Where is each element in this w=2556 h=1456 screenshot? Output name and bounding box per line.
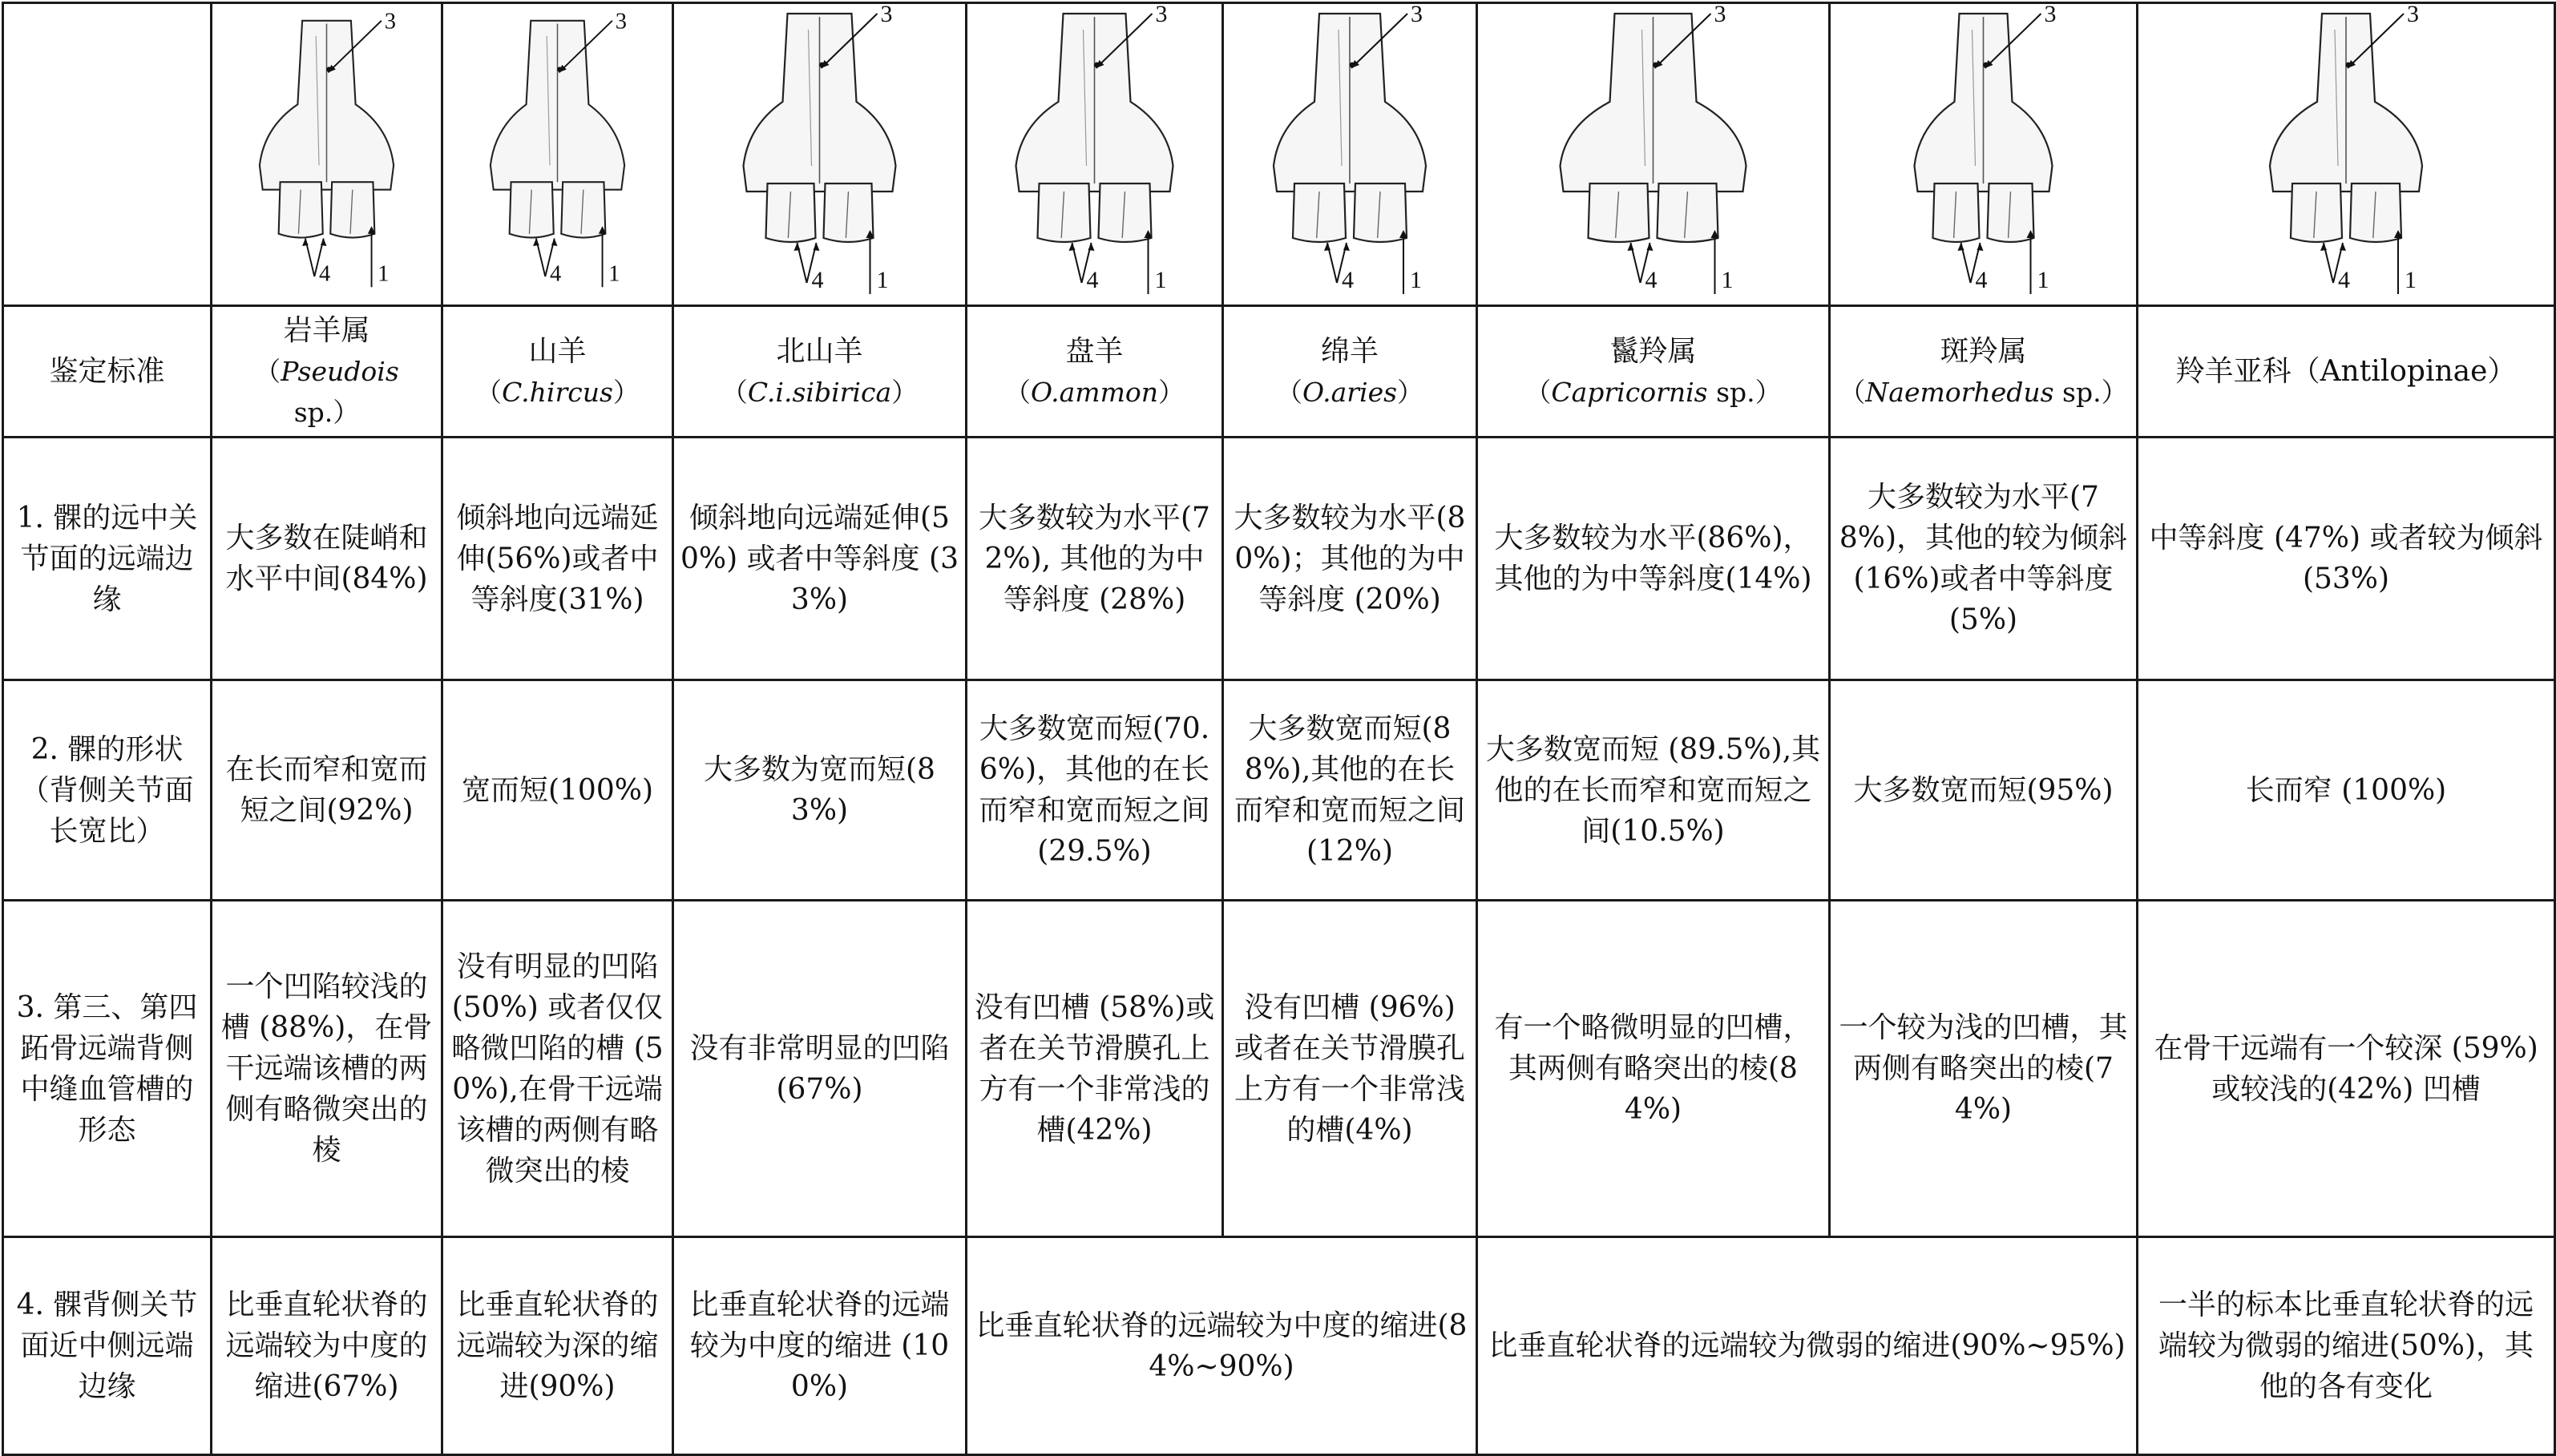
table-cell: 宽而短(100%) [442,680,673,901]
table-cell: 没有凹槽 (96%)或者在关节滑膜孔上方有一个非常浅的槽(4%) [1223,901,1477,1237]
arrowhead [1958,243,1964,251]
callout-label-1: 1 [2037,266,2049,293]
table-cell: 一半的标本比垂直轮状脊的远端较为微弱的缩进(50%)，其他的各有变化 [2138,1237,2555,1455]
callout-label-1: 1 [1721,266,1734,293]
arrowhead [814,243,820,251]
callout-label-4: 4 [811,266,824,293]
callout-label-3: 3 [1155,5,1168,27]
table-cell: 大多数较为水平(80%)；其他的为中等斜度 (20%) [1223,438,1477,680]
bone-figure-cell [2138,3,2555,306]
table-cell: 大多数较为水平(86%)，其他的为中等斜度(14%) [1477,438,1830,680]
criterion-row-3 [3,901,2555,1237]
table-cell-merged: 比垂直轮状脊的远端较为中度的缩进(84%~90%) [967,1237,1477,1455]
callout-label-1: 1 [2405,266,2417,293]
callout-label-4: 4 [1086,266,1099,293]
metapodial-illustration [2138,6,2554,304]
bone-figure-cell [1223,3,1477,306]
arrowhead [533,238,539,246]
species-header: 北山羊 （C.i.sibirica） [673,306,967,438]
table-cell: 没有明显的凹陷 (50%) 或者仅仅略微凹陷的槽 (50%),在骨干远端该槽的两侧有略微突出的棱 [442,901,673,1237]
criterion-row-2 [3,680,2555,901]
table-cell: 大多数宽而短(95%) [1830,680,2138,901]
callout-label-4: 4 [550,261,562,287]
criterion-label: 2. 髁的形状（背侧关节面长宽比） [3,680,212,901]
table-cell: 比垂直轮状脊的远端较为深的缩进(90%) [442,1237,673,1455]
criterion-label: 4. 髁背侧关节面近中侧远端边缘 [3,1237,212,1455]
arrowhead [302,238,309,246]
species-header: 盘羊 （O.ammon） [967,306,1223,438]
callout-label-3: 3 [615,8,627,34]
arrowhead [1324,243,1330,251]
metapodial-illustration [212,6,441,304]
table-cell: 没有凹槽 (58%)或者在关节滑膜孔上方有一个非常浅的槽(42%) [967,901,1223,1237]
callout-label-4: 4 [1975,266,1988,293]
callout-label-3: 3 [1714,5,1726,27]
bone-figure-cell [442,3,673,306]
table-cell: 大多数较为水平(78%)，其他的较为倾斜 (16%)或者中等斜度(5%) [1830,438,2138,680]
header-row [3,306,2555,438]
table-cell: 大多数宽而短(70.6%)，其他的在长而窄和宽而短之间 (29.5%) [967,680,1223,901]
arrowhead [794,243,801,251]
callout-label-1: 1 [608,261,620,287]
identification-criteria-table [2,2,2556,1456]
callout-label-4: 4 [1342,266,1354,293]
callout-label-3: 3 [1411,5,1423,27]
arrowhead [1069,243,1076,251]
species-header: 斑羚属 （Naemorhedus sp.） [1830,306,2138,438]
corner-cell [3,3,212,306]
callout-label-1: 1 [1154,266,1167,293]
metapodial-illustration [674,6,965,304]
callout-label-4: 4 [1645,266,1658,293]
table-cell: 在骨干远端有一个较深 (59%) 或较浅的(42%) 凹槽 [2138,901,2555,1237]
arrowhead [1647,243,1654,251]
table-cell: 大多数宽而短(88%),其他的在长而窄和宽而短之间(12%) [1223,680,1477,901]
species-header: 羚羊亚科（Antilopinae） [2138,306,2555,438]
table-cell: 大多数在陡峭和水平中间(84%) [212,438,442,680]
arrowhead [1343,243,1350,251]
arrowhead [2340,243,2346,251]
metapodial-illustration [1224,6,1476,304]
arrowhead [321,238,327,246]
table-cell: 比垂直轮状脊的远端较为中度的缩进 (100%) [673,1237,967,1455]
metapodial-illustration [1831,6,2136,304]
table-cell: 中等斜度 (47%) 或者较为倾斜 (53%) [2138,438,2555,680]
callout-label-3: 3 [2407,5,2419,27]
callout-label-1: 1 [876,266,889,293]
table-cell: 大多数为宽而短(83%) [673,680,967,901]
criterion-label: 3. 第三、第四跖骨远端背侧中缝血管槽的形态 [3,901,212,1237]
criterion-label: 1. 髁的远中关节面的远端边缘 [3,438,212,680]
bone-figure-cell [1477,3,1830,306]
bone-figure-cell [212,3,442,306]
arrowhead [1977,243,1984,251]
callout-label-1: 1 [378,261,390,287]
species-header: 绵羊 （O.aries） [1223,306,1477,438]
table-cell: 倾斜地向远端延伸(50%) 或者中等斜度 (33%) [673,438,967,680]
bone-figure-cell [673,3,967,306]
arrowhead [1088,243,1095,251]
header-criterion-label: 鉴定标准 [3,306,212,438]
criterion-row-4 [3,1237,2555,1455]
table-cell: 一个凹陷较浅的槽 (88%)，在骨干远端该槽的两侧有略微突出的棱 [212,901,442,1237]
table-cell: 比垂直轮状脊的远端较为中度的缩进(67%) [212,1237,442,1455]
callout-label-3: 3 [2044,5,2057,27]
bone-figure-cell [1830,3,2138,306]
callout-label-3: 3 [880,5,893,27]
callout-label-3: 3 [384,8,396,34]
table-cell: 没有非常明显的凹陷 (67%) [673,901,967,1237]
table-cell: 长而窄 (100%) [2138,680,2555,901]
species-header: 鬣羚属 （Capricornis sp.） [1477,306,1830,438]
table-cell: 有一个略微明显的凹槽，其两侧有略突出的棱(84%) [1477,901,1830,1237]
metapodial-illustration [967,6,1221,304]
table-cell: 大多数较为水平(72%), 其他的为中等斜度 (28%) [967,438,1223,680]
bone-figure-cell [967,3,1223,306]
arrowhead [2320,243,2327,251]
species-header: 山羊 （C.hircus） [442,306,673,438]
arrowhead [1628,243,1634,251]
arrowhead [551,238,558,246]
callout-label-4: 4 [2338,266,2350,293]
table-cell: 一个较为浅的凹槽，其两侧有略突出的棱(74%) [1830,901,2138,1237]
callout-label-1: 1 [1410,266,1422,293]
table-cell: 大多数宽而短 (89.5%),其他的在长而窄和宽而短之间(10.5%) [1477,680,1830,901]
table-cell: 倾斜地向远端延伸(56%)或者中等斜度(31%) [442,438,673,680]
callout-label-4: 4 [319,261,331,287]
table-cell-merged: 比垂直轮状脊的远端较为微弱的缩进(90%~95%) [1477,1237,2138,1455]
metapodial-illustration [443,6,672,304]
figure-row [3,3,2555,306]
table-cell: 在长而窄和宽而短之间(92%) [212,680,442,901]
criterion-row-1 [3,438,2555,680]
metapodial-illustration [1478,6,1828,304]
species-header: 岩羊属 （Pseudois sp.） [212,306,442,438]
